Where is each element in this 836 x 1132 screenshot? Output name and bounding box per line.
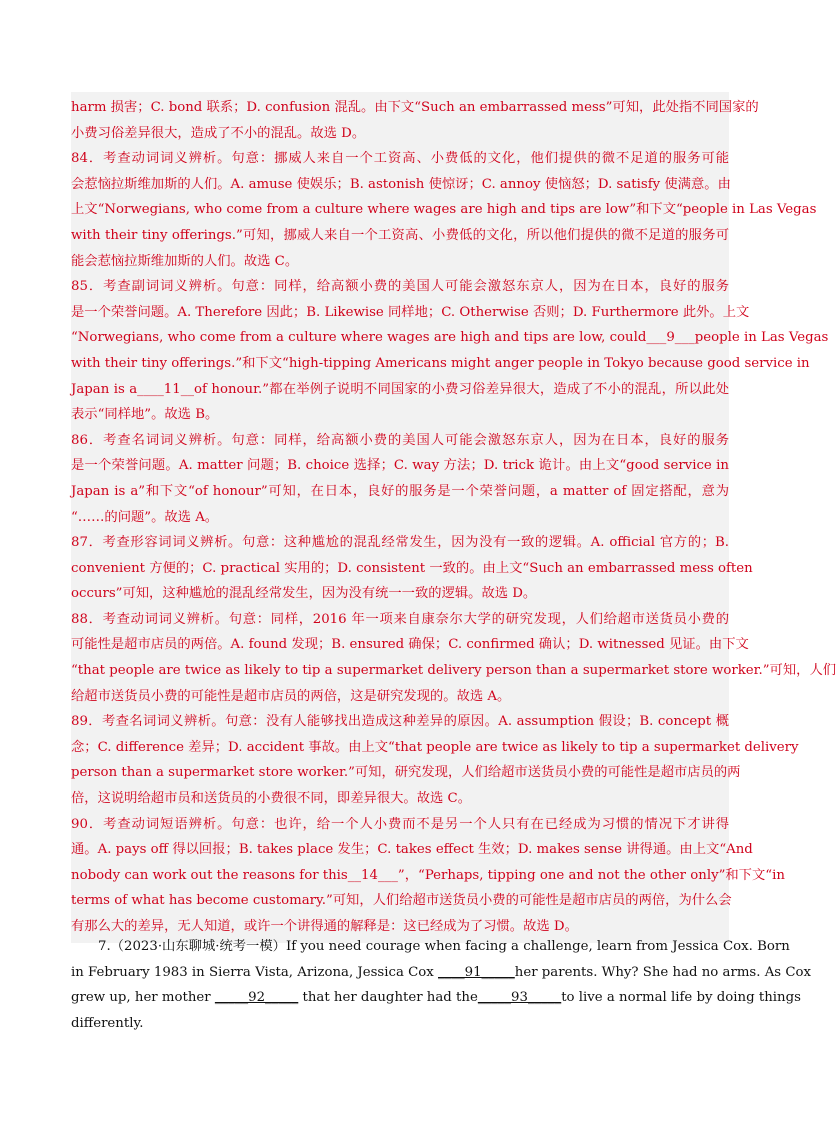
answer-line: 是一个荣誉问题。A. Therefore 因此；B. Likewise 同样地；C. Otherwise 否则；D. Furthermore 此外。上文 xyxy=(71,304,750,320)
question-line xyxy=(71,985,801,1011)
answer-line: 上文“Norwegians, who come from a culture where wages are high and tips are low”和下文“people in Las Vegas xyxy=(71,202,817,218)
answer-line: “that people are twice as likely to tip a supermarket delivery person than a supermarket store worker.”可知，人们 xyxy=(71,663,836,679)
question-7-passage xyxy=(71,934,812,1036)
answer-line: 87．考查形容词词义辨析。句意：这种尴尬的混乱经常发生，因为没有一致的逻辑。A. official 官方的；B. xyxy=(71,535,729,551)
answer-line: Japan is a”和下文“of honour”可知，在日本，良好的服务是一个荣誉问题，a matter of 固定搭配，意为 xyxy=(71,483,729,499)
answer-line: 通。A. pays off 得以回报；B. takes place 发生；C. takes effect 生效；D. makes sense 讲得通。由上文“And xyxy=(71,842,753,858)
blank-91: ____91_____ xyxy=(438,964,515,980)
passage-text: her parents. Why? She had no arms. As Cox xyxy=(514,964,812,980)
answer-line: with their tiny offerings.”和下文“high-tipping Americans might anger people in Tokyo because good service in xyxy=(71,355,810,371)
answer-line: 小费习俗差异很大，造成了不小的混乱。故选 D。 xyxy=(71,125,366,141)
answer-line: occurs”可知，这种尴尬的混乱经常发生，因为没有统一一致的逻辑。故选 D。 xyxy=(71,586,537,602)
answer-line: 是一个荣誉问题。A. matter 问题；B. choice 选择；C. way 方法；D. trick 诡计。由上文“good service in xyxy=(71,458,729,474)
answer-line: 84．考查动词词义辨析。句意：挪威人来自一个工资高、小费低的文化，他们提供的微不足道的服务可能 xyxy=(71,151,729,167)
blank-92: _____92_____ xyxy=(214,990,299,1006)
answer-line: with their tiny offerings.”可知，挪威人来自一个工资高、小费低的文化，所以他们提供的微不足道的服务可 xyxy=(71,227,729,243)
answer-line: “Norwegians, who come from a culture where wages are high and tips are low, could___9___people in Las Vegas xyxy=(71,330,829,346)
answer-line: 85．考查副词词义辨析。句意：同样，给高额小费的美国人可能会激怒东京人，因为在日本，良好的服务 xyxy=(71,279,729,295)
answer-line: convenient 方便的；C. practical 实用的；D. consistent 一致的。由上文“Such an embarrassed mess often xyxy=(71,560,753,576)
answer-line: 有那么大的差异，无人知道，或许一个讲得通的解释是：这已经成为了习惯。故选 D。 xyxy=(71,919,578,934)
answer-line: 88．考查动词词义辨析。句意：同样，2016 年一项来自康奈尔大学的研究发现，人们给超市送货员小费的 xyxy=(71,611,729,627)
answer-line: harm 损害；C. bond 联系；D. confusion 混乱。由下文“Such an embarrassed mess”可知，此处指不同国家的 xyxy=(71,100,759,115)
answer-line: 86．考查名词词义辨析。句意：同样，给高额小费的美国人可能会激怒东京人，因为在日本，良好的服务 xyxy=(71,432,729,448)
answer-line: 倍，这说明给超市员和送货员的小费很不同，即差异很大。故选 C。 xyxy=(71,791,472,807)
answer-line: “……的问题”。故选 A。 xyxy=(71,509,219,525)
answer-line: person than a supermarket store worker.”可知，研究发现，人们给超市送货员小费的可能性是超市店员的两 xyxy=(71,765,741,781)
answer-line: 给超市送货员小费的可能性是超市店员的两倍，这是研究发现的。故选 A。 xyxy=(71,688,511,704)
answer-line: terms of what has become customary.”可知，人们给超市送货员小费的可能性是超市店员的两倍，为什么会 xyxy=(71,893,732,909)
answer-line: 可能性是超市店员的两倍。A. found 发现；B. ensured 确保；C. confirmed 确认；D. witnessed 见证。由下文 xyxy=(71,637,749,653)
question-line: 7.（2023·山东聊城·统考一模）If you need courage when facing a challenge, learn from Jessica Cox. Born xyxy=(98,939,790,954)
passage-text: that her daughter had the xyxy=(298,990,478,1006)
answer-line: nobody can work out the reasons for this__14___”，“Perhaps, tipping one and not the other only”和下文“in xyxy=(71,867,785,883)
blank-93: _____93_____ xyxy=(477,990,562,1006)
answer-line: 表示“同样地”。故选 B。 xyxy=(71,407,219,423)
answer-line: 能会惹恼拉斯维加斯的人们。故选 C。 xyxy=(71,253,299,269)
answer-line: 念；C. difference 差异；D. accident 事故。由上文“that people are twice as likely to tip a supermarket delivery xyxy=(71,739,799,755)
question-line xyxy=(71,960,812,986)
passage-text: to live a normal life by doing things xyxy=(561,990,801,1006)
answer-line: 90．考查动词短语辨析。句意：也许，给一个人小费而不是另一个人只有在已经成为习惯的情况下才讲得 xyxy=(71,816,729,832)
answer-line: 89．考查名词词义辨析。句意：没有人能够找出造成这种差异的原因。A. assumption 假设；B. concept 概 xyxy=(71,714,729,730)
question-line: differently. xyxy=(71,1015,144,1031)
answer-line: 会惹恼拉斯维加斯的人们。A. amuse 使娱乐；B. astonish 使惊讶；C. annoy 使恼怒；D. satisfy 使满意。由 xyxy=(71,176,731,192)
answer-line: Japan is a____11__of honour.”都在举例子说明不同国家的小费习俗差异很大，造成了不小的混乱，所以此处 xyxy=(71,381,729,397)
answer-explanations xyxy=(71,92,836,943)
passage-text: in February 1983 in Sierra Vista, Arizona, Jessica Cox xyxy=(71,964,439,980)
passage-text: grew up, her mother xyxy=(71,990,215,1006)
